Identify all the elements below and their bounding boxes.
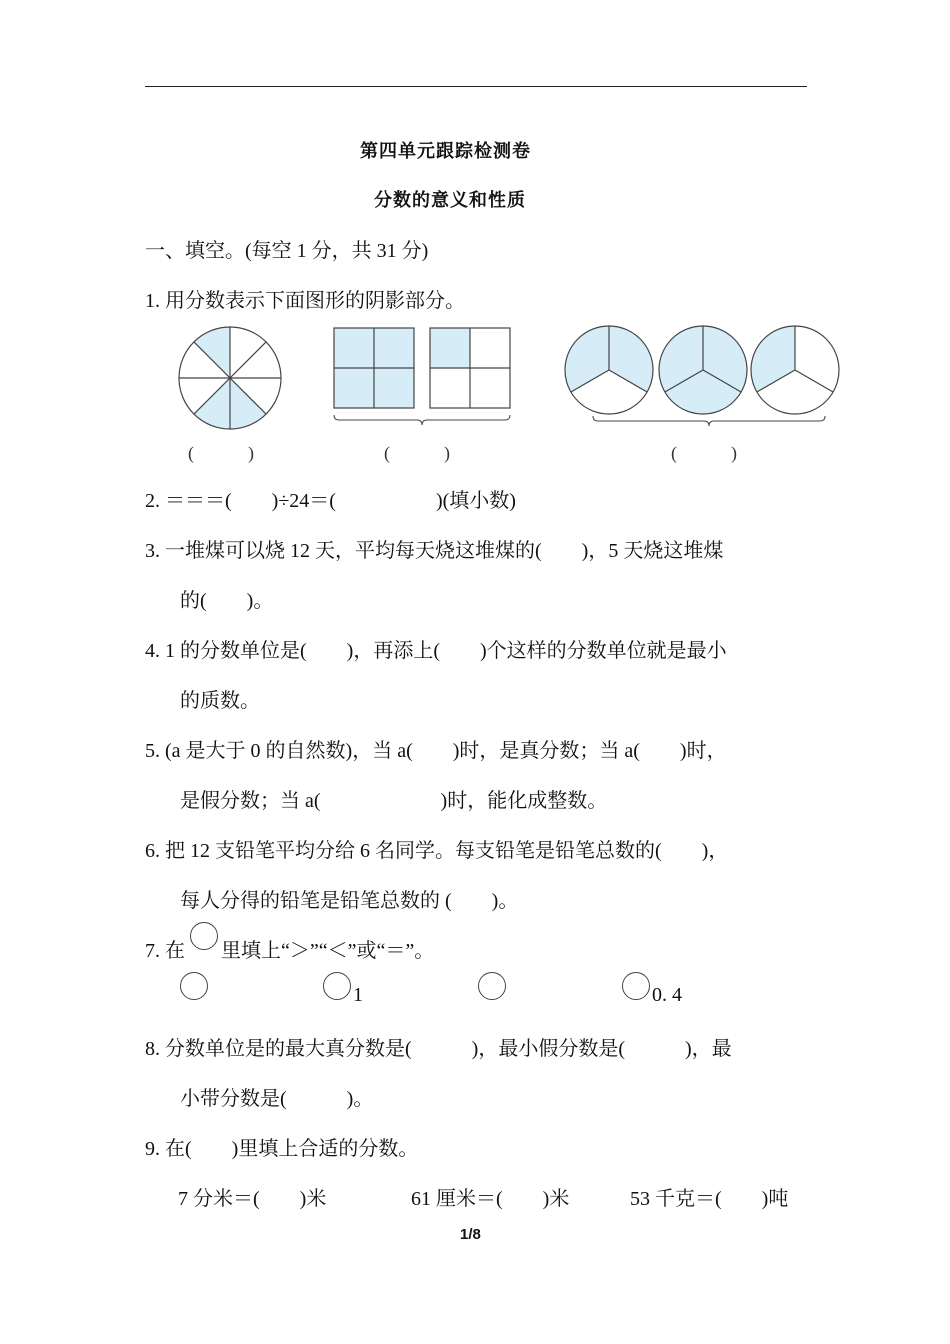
question-7-suffix: 里填上“＞”“＜”或“＝”。 <box>221 940 435 962</box>
figure-circles-thirds <box>563 324 843 430</box>
compare-rhs-4: 0. 4 <box>652 984 682 1006</box>
question-9-item-3: 53 千克＝( )吨 <box>630 1188 789 1210</box>
shade-sector <box>230 378 266 429</box>
header-rule <box>145 86 807 87</box>
compare-circle-icon <box>190 922 218 950</box>
question-9-item-1: 7 分米＝( )米 <box>178 1188 327 1210</box>
question-5-line-1: 5. (a 是大于 0 的自然数)，当 a( )时，是真分数；当 a( )时， <box>145 740 727 762</box>
question-4-line-1: 4. 1 的分数单位是( )，再添上( )个这样的分数单位就是最小 <box>145 640 727 662</box>
question-9-item-2: 61 厘米＝( )米 <box>411 1188 570 1210</box>
question-9-line-1: 9. 在( )里填上合适的分数。 <box>145 1138 419 1160</box>
question-4-line-2: 的质数。 <box>180 690 260 712</box>
shade-sector <box>194 327 230 378</box>
compare-circle-3[interactable] <box>478 972 506 1000</box>
question-5-line-2: 是假分数；当 a( )时，能化成整数。 <box>180 790 608 812</box>
compare-circle-1[interactable] <box>180 972 208 1000</box>
figure-squares <box>333 327 513 427</box>
question-8-line-1: 8. 分数单位是的最大真分数是( )，最小假分数是( )，最 <box>145 1038 732 1060</box>
question-1: 1. 用分数表示下面图形的阴影部分。 <box>145 290 465 312</box>
question-6-line-2: 每人分得的铅笔是铅笔总数的 ( )。 <box>180 890 519 912</box>
question-3-line-2: 的( )。 <box>180 590 274 612</box>
question-8-line-2: 小带分数是( )。 <box>180 1088 374 1110</box>
question-7-prefix: 7. 在 <box>145 940 185 962</box>
question-6-line-1: 6. 把 12 支铅笔平均分给 6 名同学。每支铅笔是铅笔总数的( )， <box>145 840 729 862</box>
figure-circle-eighths <box>177 325 283 431</box>
section-heading: 一、填空。(每空 1 分，共 31 分) <box>145 240 429 262</box>
page-number: 1/8 <box>460 1226 481 1243</box>
question-3-line-1: 3. 一堆煤可以烧 12 天，平均每天烧这堆煤的( )，5 天烧这堆煤 <box>145 540 724 562</box>
page-title: 第四单元跟踪检测卷 <box>360 141 531 161</box>
q1-blank-1[interactable]: ( ) <box>188 443 254 463</box>
compare-circle-4[interactable] <box>622 972 650 1000</box>
shade-sector <box>194 378 230 429</box>
q1-blank-3[interactable]: ( ) <box>671 443 737 463</box>
compare-circle-2[interactable] <box>323 972 351 1000</box>
compare-rhs-2: 1 <box>353 984 363 1006</box>
question-2: 2. ＝＝＝( )÷24＝( )(填小数) <box>145 490 516 512</box>
q1-blank-2[interactable]: ( ) <box>384 443 450 463</box>
page-subtitle: 分数的意义和性质 <box>374 190 526 210</box>
